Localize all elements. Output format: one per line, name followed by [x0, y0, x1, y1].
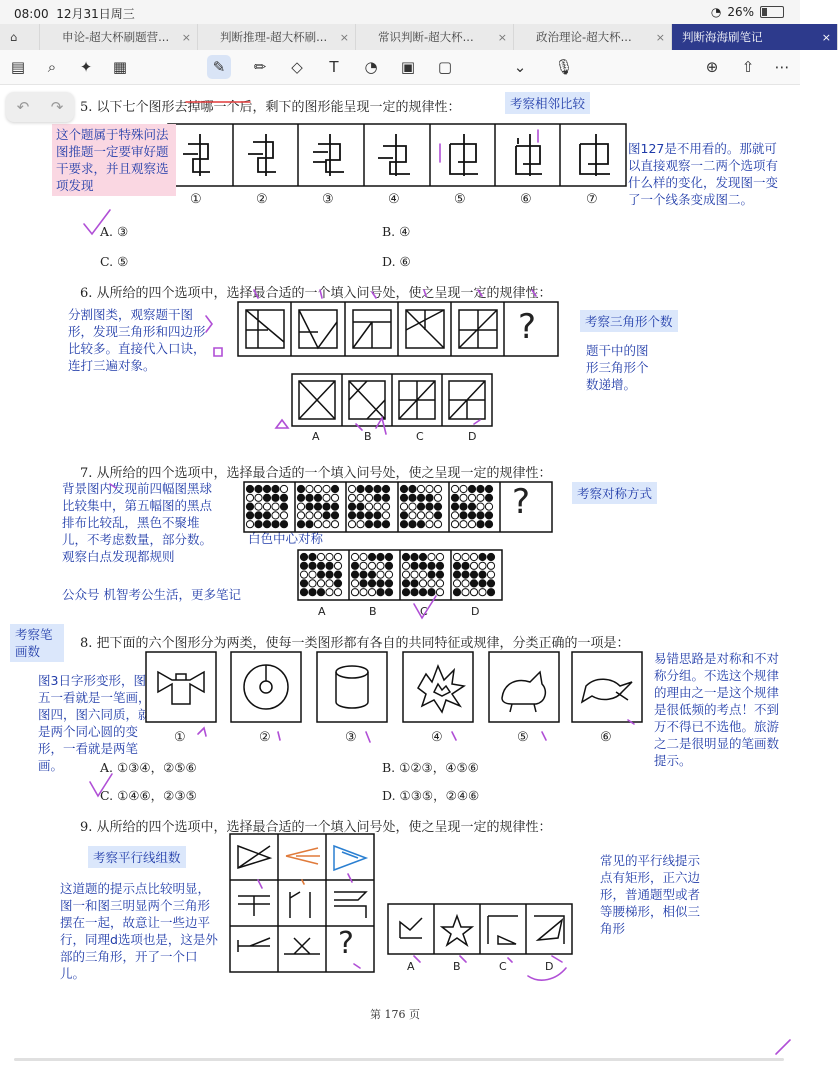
undo-icon[interactable]: ↶ — [16, 98, 30, 116]
sidebar-icon[interactable]: ▤ — [10, 58, 26, 76]
q9-option-d: D — [545, 960, 554, 973]
q5-num: ② — [256, 192, 268, 207]
mic-icon[interactable]: 🎙 — [554, 58, 574, 76]
q9-right-note: 常见的平行线提示点有矩形，正六边形，普通题型或者等腰梯形，相似三角形 — [600, 853, 701, 936]
q9-tag: 考察平行线组数 — [88, 846, 186, 868]
q8-option-d: D. ①③⑤，②④⑥ — [382, 788, 480, 803]
shape-icon[interactable]: ◔ — [364, 58, 378, 76]
q7-question-mark: ? — [512, 482, 531, 522]
more-icon[interactable]: ⋯ — [774, 58, 790, 76]
q5-stem: 5. 以下七个图形去掉哪一个后，剩下的图形能呈现一定的规律性： — [80, 100, 461, 115]
wifi-icon: ◔ — [710, 5, 722, 19]
q6-option-d: D — [468, 430, 477, 443]
q7-left-note: 背景图内发现前四幅图黑球比较集中，第五幅图的黑点排布比较乱，黑色不聚堆儿，不考虑数量，部分数。观察白点发现都规则 — [62, 481, 213, 564]
q6-question-mark: ? — [518, 307, 537, 347]
status-bar — [0, 0, 800, 24]
q7-footer-note: 公众号 机智考公生活，更多笔记 — [62, 587, 241, 602]
q5-left-note: 这个题属于特殊问法图推题一定要审好题干要求，并且观察选项发现 — [52, 124, 176, 196]
add-page-icon[interactable]: ⊕ — [705, 58, 719, 76]
q8-left-note: 图3日字形变形，图五一看就是一笔画，图四，图六同质，就是两个同心圆的变形，一看就是两笔画。 — [38, 673, 151, 773]
q9-option-a: A — [407, 960, 415, 973]
q7-option-d: D — [471, 605, 480, 618]
q5-num: ⑤ — [454, 192, 466, 207]
search-icon[interactable]: ⌕ — [47, 58, 57, 76]
status-time: 08:00 12月31日周三 — [14, 7, 135, 21]
sticker-icon[interactable]: ▢ — [437, 58, 453, 76]
chevron-down-icon[interactable]: ⌄ — [513, 58, 527, 76]
tab-panduan[interactable]: 判断推理-超大杯刷... × — [198, 24, 356, 50]
tab-shenlun[interactable]: 申论-超大杯刷题营... × — [40, 24, 198, 50]
q8-num: ① — [174, 730, 186, 745]
q6-left-note: 分割图类，观察题干图形，发现三角形和四边形比较多。直接代入口诀，连打三遍对象。 — [68, 307, 206, 373]
q8-stem: 8. 把下面的六个图形分为两类，使每一类图形都有各自的共同特征或规律，分类正确的一项是： — [80, 636, 630, 651]
image-icon[interactable]: ▣ — [400, 58, 416, 76]
q5-option-d: D. ⑥ — [382, 254, 411, 269]
tab-bar — [0, 24, 831, 50]
q5-option-a: A. ③ — [100, 224, 129, 239]
close-icon[interactable]: × — [655, 30, 665, 44]
tab-notes-active[interactable]: 判断海海刷笔记 × — [672, 24, 838, 50]
q8-tag: 考察笔画数 — [10, 624, 64, 662]
q6-option-b: B — [364, 430, 372, 443]
q5-num: ④ — [388, 192, 400, 207]
share-icon[interactable]: ⇧ — [741, 58, 755, 76]
q5-option-c: C. ⑤ — [100, 254, 129, 269]
pen-icon[interactable]: ✏ — [253, 58, 267, 76]
text-icon[interactable]: T — [329, 58, 339, 76]
close-icon[interactable]: × — [497, 30, 507, 44]
battery-icon — [760, 6, 784, 18]
tab-zhengzhi[interactable]: 政治理论-超大杯... × — [514, 24, 672, 50]
close-icon[interactable]: × — [821, 30, 831, 44]
battery-percent: 26% — [727, 5, 754, 19]
q5-right-note: 图127是不用看的。那就可以直接观察一二两个选项有什么样的变化，发现图一变了一个线条变成图二。 — [628, 141, 779, 207]
q6-right-note: 题干中的图形三角形个数递增。 — [586, 343, 649, 392]
q5-num: ⑥ — [520, 192, 532, 207]
toolbar — [0, 50, 800, 85]
q6-option-a: A — [312, 430, 320, 443]
q7-option-b: B — [369, 605, 377, 618]
q8-num: ⑥ — [600, 730, 612, 745]
magic-icon[interactable]: ✦ — [79, 58, 93, 76]
q9-option-c: C — [499, 960, 507, 973]
q8-option-b: B. ①②③，④⑤⑥ — [382, 760, 479, 775]
tab-changshi[interactable]: 常识判断-超大杯... × — [356, 24, 514, 50]
q9-left-note: 这道题的提示点比较明显，图一和图三明显两个三角形摆在一起，故意让一些边平行，同理d选项也是，这是外部的三角形，开了一个口儿。 — [60, 881, 218, 981]
q7-center-note: 白色中心对称 — [248, 531, 324, 546]
close-icon[interactable]: × — [181, 30, 191, 44]
q5-tag: 考察相邻比较 — [505, 92, 590, 114]
note-page — [0, 84, 800, 1067]
q9-stem: 9. 从所给的四个选项中，选择最合适的一个填入问号处，使之呈现一定的规律性： — [80, 820, 552, 835]
lasso-icon[interactable]: ✎ — [207, 55, 231, 79]
q8-num: ③ — [345, 730, 357, 745]
page-scroll-indicator — [14, 1058, 784, 1061]
redo-icon[interactable]: ↷ — [50, 98, 64, 116]
close-icon[interactable]: × — [339, 30, 349, 44]
q7-tag: 考察对称方式 — [572, 482, 657, 504]
q7-option-c: C — [420, 605, 428, 618]
q9-option-b: B — [453, 960, 461, 973]
q9-question-mark: ? — [338, 926, 354, 961]
q8-right-note: 易错思路是对称和不对称分组。不选这个规律的理由之一是这个规律是很低频的考点！不到万不得已不选他。旅游之二是很明显的笔画数提示。 — [654, 651, 780, 768]
undo-redo-panel — [6, 92, 74, 122]
pen-annotations — [0, 84, 800, 1067]
page-number: 第 176 页 — [370, 1008, 420, 1021]
status-right — [711, 5, 784, 19]
q7-option-a: A — [318, 605, 326, 618]
q6-stem: 6. 从所给的四个选项中，选择最合适的一个填入问号处，使之呈现一定的规律性： — [80, 286, 552, 301]
q7-stem: 7. 从所给的四个选项中，选择最合适的一个填入问号处，使之呈现一定的规律性： — [80, 466, 552, 481]
q8-num: ② — [259, 730, 271, 745]
q8-num: ④ — [431, 730, 443, 745]
home-icon: ⌂ — [10, 30, 18, 44]
q5-num: ③ — [322, 192, 334, 207]
q5-num: ① — [190, 192, 202, 207]
q8-num: ⑤ — [517, 730, 529, 745]
home-tab[interactable] — [0, 24, 40, 50]
q5-option-b: B. ④ — [382, 224, 411, 239]
eraser-icon[interactable]: ◇ — [291, 58, 303, 76]
q6-option-c: C — [416, 430, 424, 443]
q6-tag: 考察三角形个数 — [580, 310, 678, 332]
q8-option-c: C. ①④⑥，②③⑤ — [100, 788, 197, 803]
q8-option-a: A. ①③④，②⑤⑥ — [100, 760, 197, 775]
notes-icon[interactable]: ▦ — [112, 58, 128, 76]
q5-num: ⑦ — [586, 192, 598, 207]
